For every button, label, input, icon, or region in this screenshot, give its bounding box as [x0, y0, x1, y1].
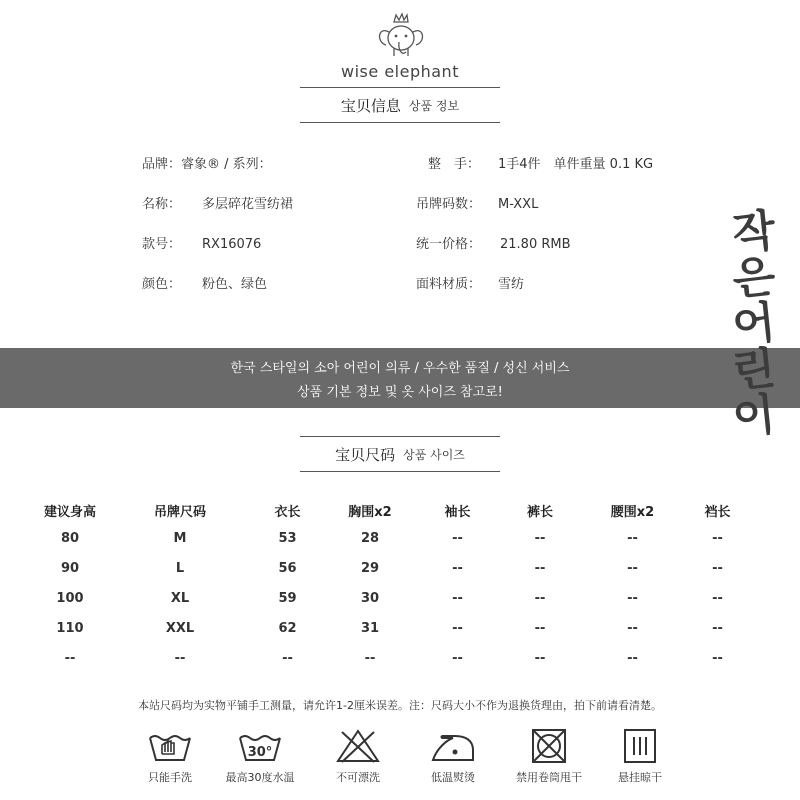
- table-cell: 110: [56, 620, 84, 636]
- table-cell: --: [627, 530, 638, 546]
- table-cell: --: [534, 530, 546, 546]
- table-cell: 31: [360, 620, 380, 636]
- info-label: 整 手：: [428, 157, 481, 172]
- care-wash-30: [220, 728, 300, 785]
- line-dry-icon: [616, 728, 664, 764]
- table-cell: --: [452, 620, 463, 636]
- banner-line-1: 한국 스타일의 소아 어린이 의류 / 우수한 품질 / 성신 서비스: [230, 361, 570, 376]
- table-header: 袖长: [444, 504, 471, 520]
- info-value: 雪纺: [498, 277, 525, 292]
- table-row: [40, 583, 760, 613]
- table-header: 胸围x2: [348, 504, 392, 520]
- table-cell: --: [534, 590, 546, 606]
- table-row: [40, 643, 760, 673]
- care-label: 禁用卷筒甩干: [516, 771, 582, 784]
- info-label: 颜色：: [142, 277, 182, 292]
- table-header: 吊牌尺码: [153, 504, 206, 520]
- info-title-zh: 宝贝信息: [340, 96, 401, 115]
- no-tumble-dry-icon: [525, 728, 573, 764]
- table-cell: --: [627, 650, 638, 666]
- care-no-bleach: [318, 728, 398, 785]
- care-low-iron: [413, 728, 493, 785]
- table-cell: XL: [170, 590, 190, 606]
- table-cell: --: [452, 530, 463, 546]
- table-cell: 29: [360, 560, 380, 576]
- table-cell: --: [534, 650, 546, 666]
- info-title-ko: 상품 정보: [408, 98, 460, 113]
- brand-name: wise elephant: [341, 62, 459, 81]
- info-pack: [428, 153, 653, 172]
- size-title-zh: 宝贝尺码: [335, 445, 396, 464]
- table-header: 建议身高: [43, 504, 96, 520]
- low-iron-icon: [429, 728, 477, 764]
- info-label: 名称：: [142, 197, 182, 212]
- info-value: M-XXL: [498, 197, 539, 212]
- info-brand: [142, 153, 272, 172]
- table-cell: 100: [56, 590, 84, 606]
- care-label: 只能手洗: [148, 771, 192, 784]
- table-cell: --: [452, 560, 463, 576]
- size-table: [40, 497, 760, 673]
- table-header: 腰围x2: [610, 504, 655, 520]
- table-cell: 80: [60, 530, 80, 546]
- table-cell: --: [452, 590, 463, 606]
- calligraphy-char: 린: [730, 342, 778, 399]
- banner-line-2: 상품 기본 정보 및 옷 사이즈 참고로!: [297, 385, 503, 400]
- table-cell: --: [282, 650, 293, 666]
- table-cell: 59: [278, 590, 297, 606]
- calligraphy-char: 어: [730, 296, 778, 353]
- info-value: 21.80 RMB: [500, 237, 571, 252]
- table-cell: 62: [278, 620, 297, 636]
- slogan-banner: [0, 348, 800, 408]
- info-tag-size: [416, 193, 538, 212]
- table-cell: L: [175, 560, 185, 576]
- care-line-dry: [600, 728, 680, 785]
- calligraphy-char: 작: [730, 204, 778, 261]
- table-row: [40, 613, 760, 643]
- size-title-ko: 상품 사이즈: [403, 447, 465, 462]
- info-material: [416, 273, 524, 292]
- elephant-crown-icon: [372, 12, 428, 62]
- info-color: [142, 273, 267, 292]
- table-cell: 90: [60, 560, 80, 576]
- table-header: 裆长: [704, 504, 731, 520]
- info-name: [142, 193, 293, 212]
- table-header-row: [40, 497, 760, 523]
- care-label: 不可漂洗: [336, 771, 380, 784]
- calligraphy-char: 이: [730, 388, 778, 445]
- table-cell: XXL: [165, 620, 195, 636]
- table-row: [40, 553, 760, 583]
- info-label: 款号：: [142, 237, 182, 252]
- table-cell: --: [452, 650, 463, 666]
- info-section-title: [300, 87, 500, 123]
- wash-30-icon: [236, 728, 284, 764]
- info-label: 品牌：: [142, 157, 182, 172]
- care-no-tumble-dry: [509, 728, 589, 785]
- table-row: [40, 523, 760, 553]
- info-label: 面料材质：: [416, 277, 482, 292]
- wash-temperature: 30°: [247, 745, 273, 760]
- info-style-no: [142, 233, 261, 252]
- vertical-calligraphy: [714, 204, 794, 450]
- table-cell: --: [64, 650, 76, 666]
- info-value: RX16076: [202, 237, 262, 252]
- table-cell: 30: [360, 590, 380, 606]
- table-cell: --: [534, 560, 546, 576]
- table-cell: 53: [278, 530, 297, 546]
- calligraphy-char: 은: [730, 250, 778, 307]
- table-cell: M: [173, 530, 187, 546]
- size-section-title: [300, 436, 500, 472]
- info-value: 粉色、绿色: [202, 277, 268, 292]
- table-cell: --: [364, 650, 376, 666]
- table-cell: --: [712, 560, 723, 576]
- care-label: 最高30度水温: [225, 771, 295, 784]
- info-value: 睿象® / 系列：: [181, 157, 272, 172]
- table-header: 裤长: [526, 504, 553, 520]
- table-cell: --: [712, 620, 723, 636]
- table-cell: --: [712, 590, 723, 606]
- table-cell: 56: [278, 560, 297, 576]
- hand-wash-icon: [146, 728, 194, 764]
- table-cell: --: [627, 620, 638, 636]
- care-hand-wash: [130, 728, 210, 785]
- no-bleach-icon: [334, 728, 382, 764]
- table-cell: --: [712, 650, 723, 666]
- table-cell: --: [627, 590, 638, 606]
- table-cell: --: [712, 530, 723, 546]
- table-cell: 28: [360, 530, 380, 546]
- size-note: 本站尺码均为实物平铺手工测量，请允许1-2厘米误差。注：尺码大小不作为退换货理由，拍下前请看清楚。: [138, 699, 662, 712]
- care-label: 低温熨烫: [431, 771, 475, 784]
- info-price: [416, 233, 571, 252]
- info-label: 吊牌码数：: [416, 197, 482, 212]
- table-header: 衣长: [274, 504, 301, 520]
- table-cell: --: [534, 620, 546, 636]
- info-value: 多层碎花雪纺裙: [202, 197, 294, 212]
- table-cell: --: [627, 560, 638, 576]
- table-cell: --: [174, 650, 186, 666]
- care-label: 悬挂晾干: [618, 771, 662, 784]
- info-value: 1手4件 单件重量 0.1 KG: [498, 157, 654, 172]
- info-label: 统一价格：: [416, 237, 482, 252]
